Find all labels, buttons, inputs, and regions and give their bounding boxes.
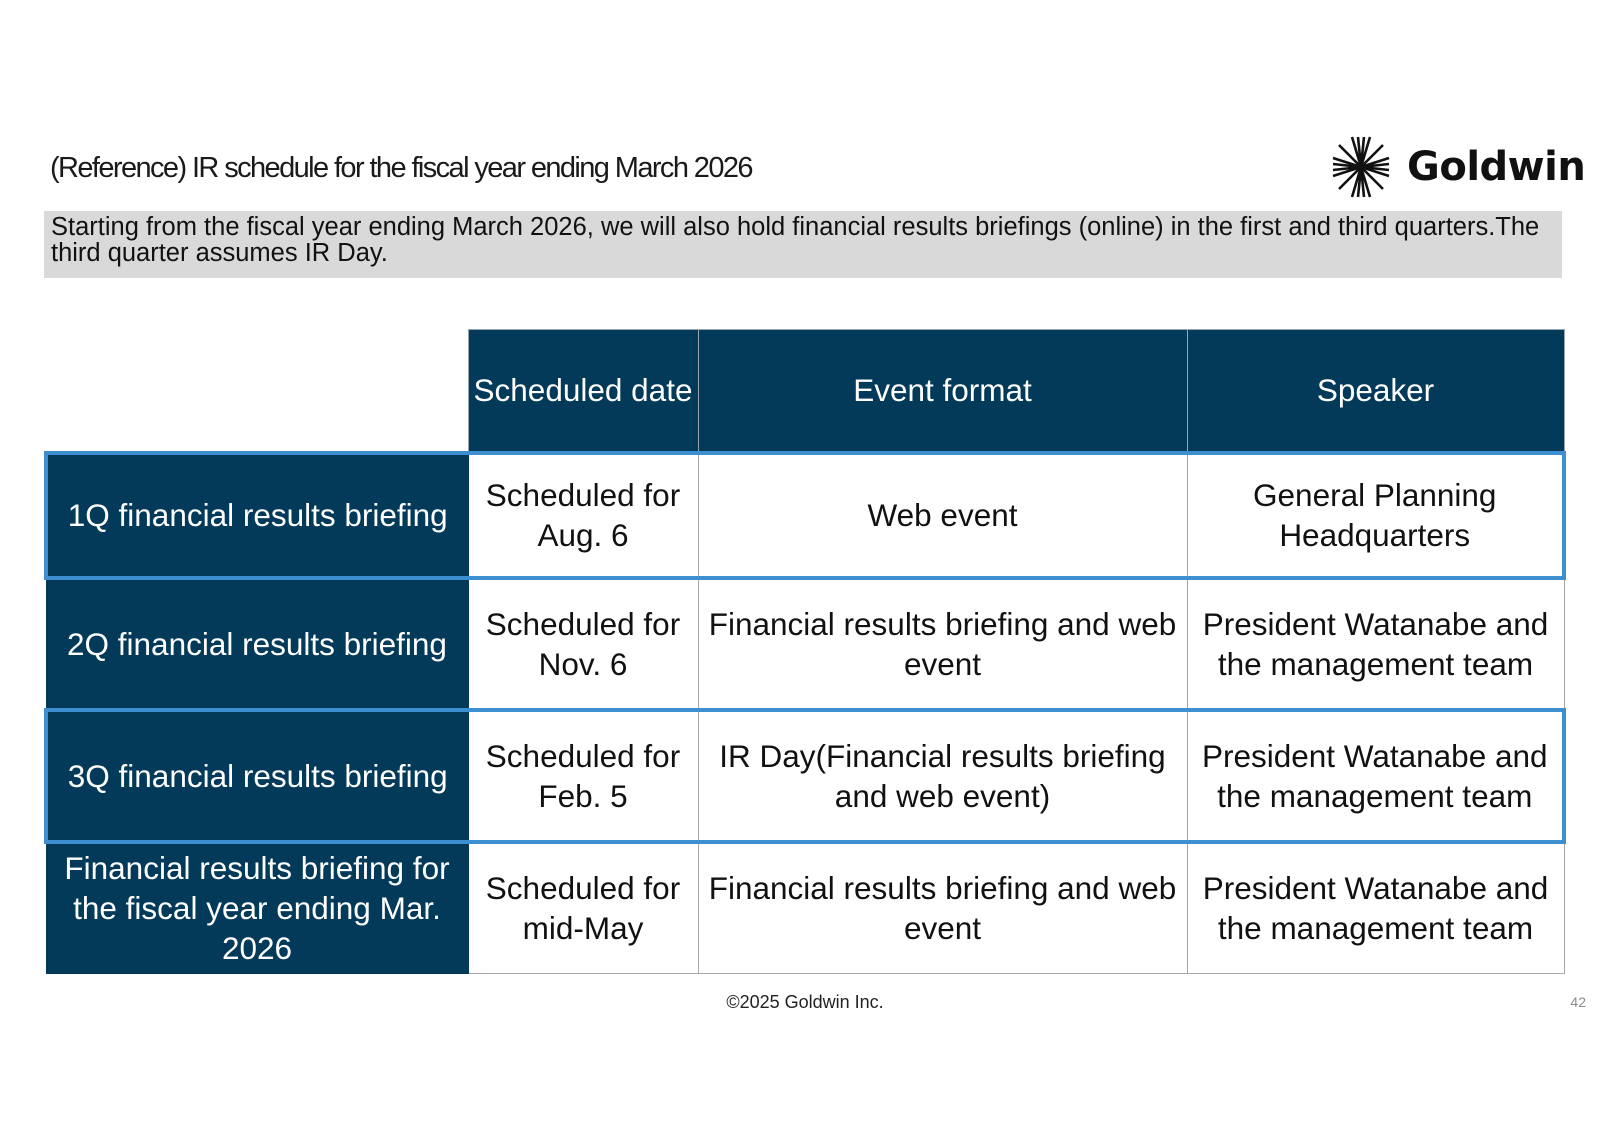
cell-format: Financial results briefing and web event [698,578,1187,710]
table-row [46,453,1564,578]
header-corner [46,330,468,453]
goldwin-emblem-icon [1325,131,1397,203]
cell-speaker: President Watanabe and the management team [1187,578,1564,710]
table-row [46,578,1564,710]
cell-speaker: General Planning Headquarters [1187,453,1564,578]
row-label: 2Q financial results briefing [46,578,468,710]
header-speaker: Speaker [1187,330,1564,453]
cell-date: Scheduled for Aug. 6 [468,453,698,578]
row-label: 3Q financial results briefing [46,710,468,842]
cell-date: Scheduled for mid-May [468,842,698,974]
info-banner: Starting from the fiscal year ending March 2026, we will also hold financial results briefings (online) in the first and third quarters.The third quarter assumes IR Day. [44,211,1562,278]
table-row [46,710,1564,842]
copyright-footer: ©2025 Goldwin Inc. [726,992,884,1012]
cell-format: Web event [698,453,1187,578]
header-scheduled-date: Scheduled date [468,330,698,453]
header-event-format: Event format [698,330,1187,453]
table-row [46,842,1564,974]
page-title: (Reference) IR schedule for the fiscal year ending March 2026 [50,152,752,184]
row-label: Financial results briefing for the fiscal year ending Mar. 2026 [46,842,468,974]
cell-date: Scheduled for Feb. 5 [468,710,698,842]
cell-format: Financial results briefing and web event [698,842,1187,974]
row-label: 1Q financial results briefing [46,453,468,578]
company-logo [1325,132,1585,202]
ir-schedule-table [44,329,1566,974]
page-number: 42 [1570,994,1586,1010]
table-header-row [46,330,1564,453]
cell-speaker: President Watanabe and the management team [1187,842,1564,974]
cell-speaker: President Watanabe and the management team [1187,710,1564,842]
logo-wordmark: Goldwin [1407,144,1586,190]
cell-format: IR Day(Financial results briefing and web event) [698,710,1187,842]
cell-date: Scheduled for Nov. 6 [468,578,698,710]
